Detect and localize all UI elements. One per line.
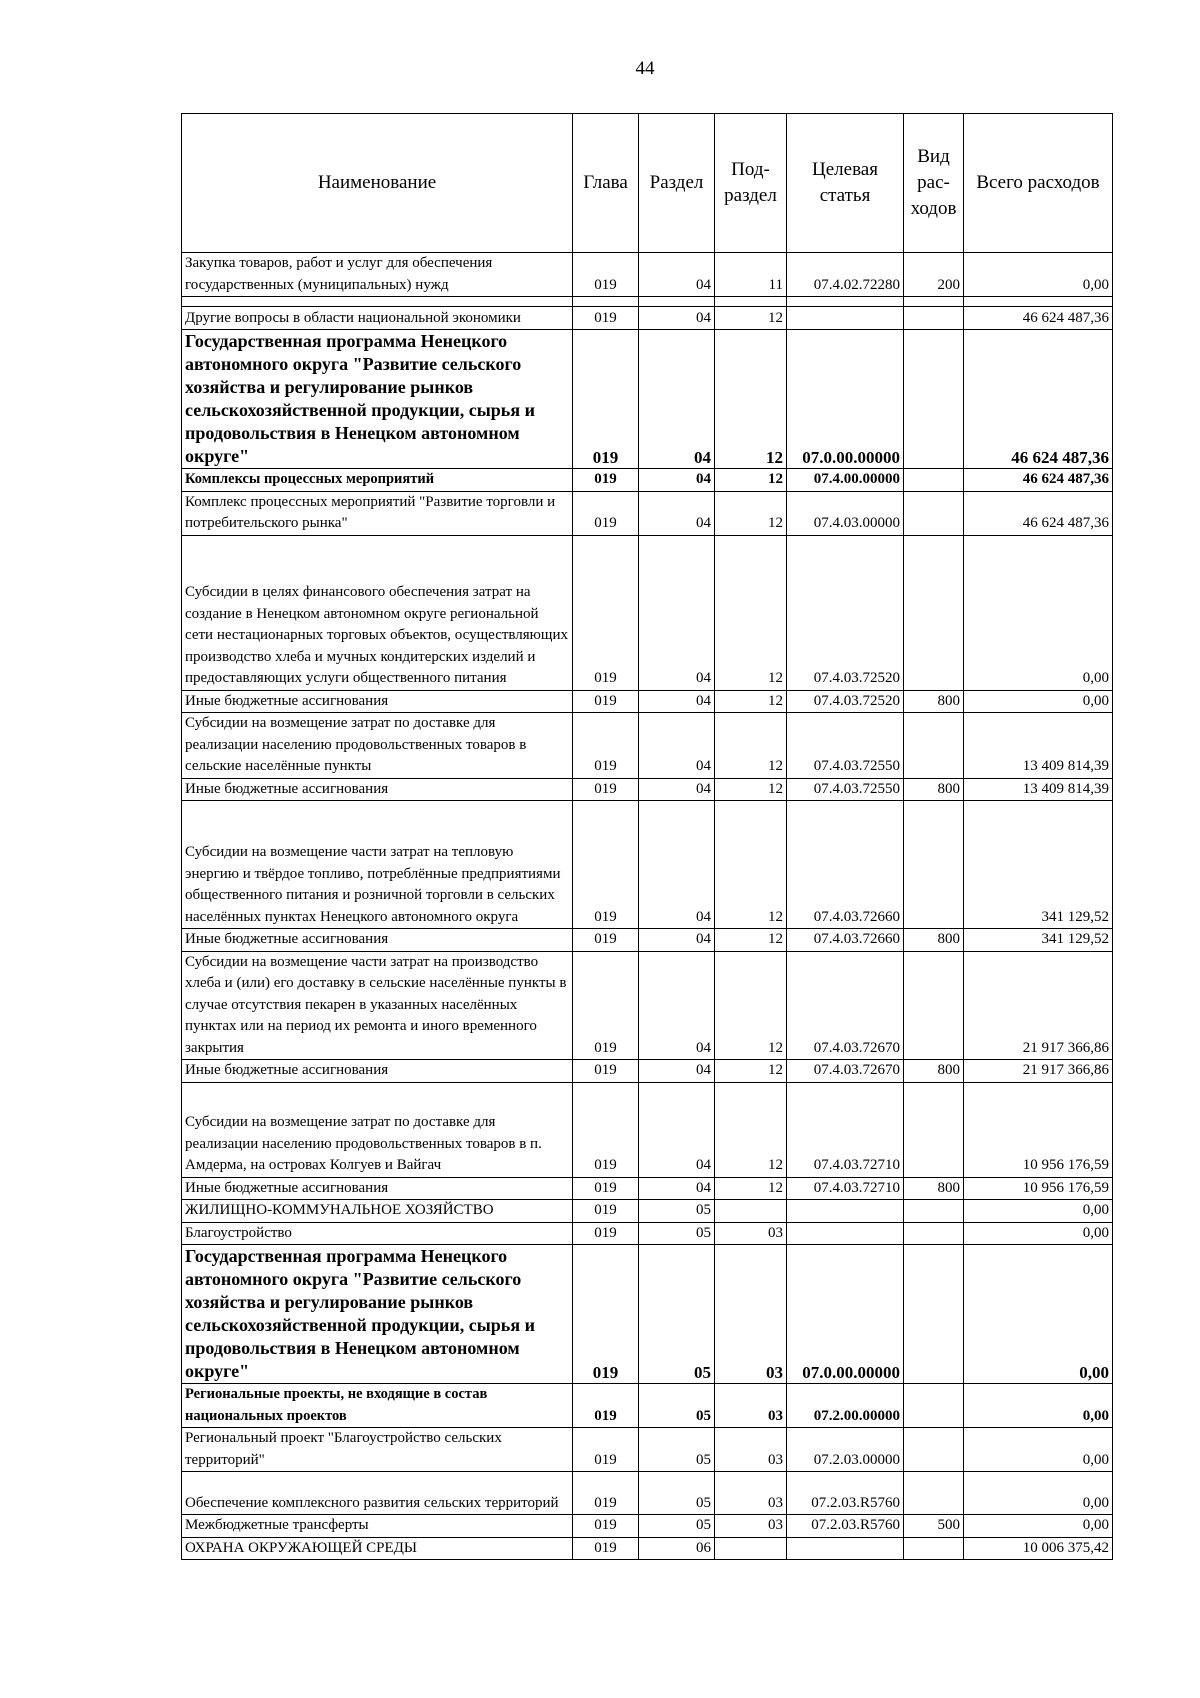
row-vid: 800	[904, 929, 964, 952]
row-celevaya	[787, 1222, 904, 1245]
row-celevaya: 07.4.03.72520	[787, 535, 904, 690]
row-celevaya: 07.4.03.72710	[787, 1177, 904, 1200]
row-total	[964, 297, 1113, 307]
row-celevaya: 07.4.03.72710	[787, 1082, 904, 1177]
row-celevaya: 07.4.03.72520	[787, 690, 904, 713]
row-podrazdel: 12	[715, 469, 787, 492]
table-row	[182, 469, 1113, 492]
row-razdel: 04	[639, 330, 715, 469]
row-celevaya: 07.4.03.72550	[787, 713, 904, 779]
row-vid	[904, 1082, 964, 1177]
row-celevaya: 07.4.00.00000	[787, 469, 904, 492]
row-podrazdel: 03	[715, 1428, 787, 1472]
row-name: Другие вопросы в области национальной экономики	[182, 307, 573, 330]
row-celevaya: 07.4.02.72280	[787, 253, 904, 297]
row-name	[182, 297, 573, 307]
row-podrazdel: 12	[715, 951, 787, 1060]
row-total: 0,00	[964, 690, 1113, 713]
row-razdel: 04	[639, 491, 715, 535]
table-row	[182, 1384, 1113, 1428]
row-name: Иные бюджетные ассигнования	[182, 1177, 573, 1200]
row-glava: 019	[573, 1245, 639, 1384]
row-razdel: 04	[639, 469, 715, 492]
row-name: Региональные проекты, не входящие в состав национальных проектов	[182, 1384, 573, 1428]
row-razdel: 04	[639, 1082, 715, 1177]
row-podrazdel	[715, 1537, 787, 1560]
row-podrazdel: 03	[715, 1222, 787, 1245]
row-glava: 019	[573, 1515, 639, 1538]
row-razdel: 04	[639, 801, 715, 929]
row-glava: 019	[573, 801, 639, 929]
row-name: Межбюджетные трансферты	[182, 1515, 573, 1538]
row-razdel	[639, 297, 715, 307]
row-glava: 019	[573, 307, 639, 330]
row-total: 0,00	[964, 1472, 1113, 1515]
row-vid	[904, 1200, 964, 1223]
row-total: 46 624 487,36	[964, 469, 1113, 492]
row-razdel: 04	[639, 713, 715, 779]
row-celevaya	[787, 1537, 904, 1560]
row-vid	[904, 535, 964, 690]
row-vid	[904, 1245, 964, 1384]
row-total: 10 956 176,59	[964, 1177, 1113, 1200]
row-glava: 019	[573, 1537, 639, 1560]
header-vid: Вид рас- ходов	[904, 114, 964, 253]
row-vid	[904, 1537, 964, 1560]
row-podrazdel: 12	[715, 1177, 787, 1200]
row-total: 0,00	[964, 535, 1113, 690]
row-total: 46 624 487,36	[964, 330, 1113, 469]
table-row	[182, 1428, 1113, 1472]
row-name: Иные бюджетные ассигнования	[182, 1060, 573, 1083]
header-razdel: Раздел	[639, 114, 715, 253]
row-total: 0,00	[964, 1245, 1113, 1384]
row-razdel: 05	[639, 1515, 715, 1538]
table-row	[182, 929, 1113, 952]
row-podrazdel: 12	[715, 690, 787, 713]
row-celevaya: 07.2.03.R5760	[787, 1515, 904, 1538]
row-total: 46 624 487,36	[964, 307, 1113, 330]
row-name: Государственная программа Ненецкого автономного округа "Развитие сельского хозяйства и регулирование рынков сельскохозяйственной продукции, сырья и продовольствия в Ненецком автономном округе"	[182, 330, 573, 469]
table-row	[182, 253, 1113, 297]
row-razdel: 04	[639, 1177, 715, 1200]
row-razdel: 04	[639, 951, 715, 1060]
row-podrazdel: 12	[715, 713, 787, 779]
row-razdel: 04	[639, 535, 715, 690]
row-vid: 800	[904, 1060, 964, 1083]
table-row	[182, 690, 1113, 713]
row-celevaya: 07.4.03.72670	[787, 1060, 904, 1083]
row-name: Субсидии на возмещение части затрат на производство хлеба и (или) его доставку в сельские населённые пункты в случае отсутствия пекарен в указанных населённых пунктах или на период их ремонта и иного временного закрытия	[182, 951, 573, 1060]
row-total: 341 129,52	[964, 929, 1113, 952]
row-razdel: 04	[639, 778, 715, 801]
row-vid	[904, 1222, 964, 1245]
table-row	[182, 1060, 1113, 1083]
row-podrazdel: 03	[715, 1384, 787, 1428]
row-podrazdel: 12	[715, 535, 787, 690]
table-row	[182, 1472, 1113, 1515]
row-vid	[904, 469, 964, 492]
row-total: 10 006 375,42	[964, 1537, 1113, 1560]
budget-table	[181, 113, 1113, 1560]
row-total: 0,00	[964, 1222, 1113, 1245]
header-name: Наименование	[182, 114, 573, 253]
row-podrazdel: 12	[715, 491, 787, 535]
row-celevaya	[787, 307, 904, 330]
row-celevaya	[787, 297, 904, 307]
row-celevaya	[787, 1200, 904, 1223]
row-glava: 019	[573, 778, 639, 801]
row-glava: 019	[573, 491, 639, 535]
row-name: Региональный проект "Благоустройство сельских территорий"	[182, 1428, 573, 1472]
row-glava: 019	[573, 929, 639, 952]
header-total: Всего расходов	[964, 114, 1113, 253]
row-celevaya: 07.4.03.00000	[787, 491, 904, 535]
row-vid	[904, 1384, 964, 1428]
row-name: ОХРАНА ОКРУЖАЮЩЕЙ СРЕДЫ	[182, 1537, 573, 1560]
row-celevaya: 07.0.00.00000	[787, 1245, 904, 1384]
row-celevaya: 07.2.00.00000	[787, 1384, 904, 1428]
header-celevaya: Целевая статья	[787, 114, 904, 253]
table-row	[182, 1222, 1113, 1245]
row-podrazdel	[715, 297, 787, 307]
table-row	[182, 1245, 1113, 1384]
row-podrazdel: 12	[715, 929, 787, 952]
row-total: 46 624 487,36	[964, 491, 1113, 535]
row-vid	[904, 307, 964, 330]
row-razdel: 04	[639, 1060, 715, 1083]
row-name: Субсидии в целях финансового обеспечения затрат на создание в Ненецком автономном округе региональной сети нестационарных торговых объектов, осуществляющих производство хлеба и мучных кондитерских изделий и предоставляющих услуги общественного питания	[182, 535, 573, 690]
row-glava: 019	[573, 1177, 639, 1200]
header-row	[182, 114, 1113, 253]
row-vid	[904, 297, 964, 307]
row-glava: 019	[573, 1472, 639, 1515]
row-vid: 800	[904, 1177, 964, 1200]
row-name: Субсидии на возмещение затрат по доставке для реализации населению продовольственных товаров в сельские населённые пункты	[182, 713, 573, 779]
row-total: 0,00	[964, 253, 1113, 297]
row-glava	[573, 297, 639, 307]
row-podrazdel: 03	[715, 1515, 787, 1538]
table-row	[182, 951, 1113, 1060]
row-podrazdel	[715, 1200, 787, 1223]
row-total: 0,00	[964, 1515, 1113, 1538]
row-name: Закупка товаров, работ и услуг для обеспечения государственных (муниципальных) нужд	[182, 253, 573, 297]
row-vid: 800	[904, 690, 964, 713]
row-celevaya: 07.2.03.00000	[787, 1428, 904, 1472]
table-row	[182, 535, 1113, 690]
row-glava: 019	[573, 690, 639, 713]
row-name: Обеспечение комплексного развития сельских территорий	[182, 1472, 573, 1515]
row-razdel: 04	[639, 253, 715, 297]
row-podrazdel: 12	[715, 1082, 787, 1177]
row-vid	[904, 1428, 964, 1472]
table-row	[182, 307, 1113, 330]
row-celevaya: 07.2.03.R5760	[787, 1472, 904, 1515]
row-name: Благоустройство	[182, 1222, 573, 1245]
row-celevaya: 07.0.00.00000	[787, 330, 904, 469]
row-podrazdel: 03	[715, 1245, 787, 1384]
row-celevaya: 07.4.03.72660	[787, 929, 904, 952]
table-row	[182, 1200, 1113, 1223]
row-glava: 019	[573, 253, 639, 297]
table-row	[182, 713, 1113, 779]
row-glava: 019	[573, 713, 639, 779]
row-vid: 800	[904, 778, 964, 801]
row-name: Комплекс процессных мероприятий "Развитие торговли и потребительского рынка"	[182, 491, 573, 535]
row-name: Комплексы процессных мероприятий	[182, 469, 573, 492]
row-glava: 019	[573, 1060, 639, 1083]
row-total: 0,00	[964, 1200, 1113, 1223]
table-row	[182, 491, 1113, 535]
row-total: 13 409 814,39	[964, 778, 1113, 801]
row-total: 21 917 366,86	[964, 951, 1113, 1060]
header-glava: Глава	[573, 114, 639, 253]
row-vid: 200	[904, 253, 964, 297]
row-glava: 019	[573, 1384, 639, 1428]
row-vid	[904, 491, 964, 535]
row-podrazdel: 12	[715, 307, 787, 330]
row-podrazdel: 03	[715, 1472, 787, 1515]
row-podrazdel: 12	[715, 1060, 787, 1083]
row-celevaya: 07.4.03.72550	[787, 778, 904, 801]
row-glava: 019	[573, 535, 639, 690]
row-razdel: 05	[639, 1428, 715, 1472]
row-glava: 019	[573, 330, 639, 469]
table-row	[182, 330, 1113, 469]
row-glava: 019	[573, 951, 639, 1060]
table-row	[182, 778, 1113, 801]
row-total: 10 956 176,59	[964, 1082, 1113, 1177]
table-row	[182, 297, 1113, 307]
row-razdel: 04	[639, 929, 715, 952]
row-podrazdel: 12	[715, 778, 787, 801]
table-row	[182, 1537, 1113, 1560]
row-podrazdel: 12	[715, 330, 787, 469]
row-razdel: 04	[639, 307, 715, 330]
row-celevaya: 07.4.03.72660	[787, 801, 904, 929]
row-glava: 019	[573, 1428, 639, 1472]
row-glava: 019	[573, 1082, 639, 1177]
table-row	[182, 1177, 1113, 1200]
row-celevaya: 07.4.03.72670	[787, 951, 904, 1060]
table-row	[182, 1082, 1113, 1177]
header-podrazdel: Под- раздел	[715, 114, 787, 253]
row-razdel: 05	[639, 1245, 715, 1384]
row-total: 0,00	[964, 1384, 1113, 1428]
row-name: Субсидии на возмещение части затрат на тепловую энергию и твёрдое топливо, потреблённые предприятиями общественного питания и розничной торговли в сельских населённых пунктах Ненецкого автономного округа	[182, 801, 573, 929]
row-podrazdel: 11	[715, 253, 787, 297]
row-razdel: 04	[639, 690, 715, 713]
row-glava: 019	[573, 469, 639, 492]
row-total: 0,00	[964, 1428, 1113, 1472]
row-total: 21 917 366,86	[964, 1060, 1113, 1083]
row-vid	[904, 801, 964, 929]
table-row	[182, 1515, 1113, 1538]
row-razdel: 05	[639, 1200, 715, 1223]
row-vid	[904, 951, 964, 1060]
row-vid	[904, 1472, 964, 1515]
row-razdel: 06	[639, 1537, 715, 1560]
row-name: Иные бюджетные ассигнования	[182, 690, 573, 713]
row-razdel: 05	[639, 1472, 715, 1515]
row-name: Иные бюджетные ассигнования	[182, 778, 573, 801]
row-razdel: 05	[639, 1222, 715, 1245]
row-name: Субсидии на возмещение затрат по доставке для реализации населению продовольственных товаров в п. Амдерма, на островах Колгуев и Вайгач	[182, 1082, 573, 1177]
row-vid	[904, 713, 964, 779]
row-podrazdel: 12	[715, 801, 787, 929]
row-razdel: 05	[639, 1384, 715, 1428]
row-total: 341 129,52	[964, 801, 1113, 929]
row-vid	[904, 330, 964, 469]
row-total: 13 409 814,39	[964, 713, 1113, 779]
row-glava: 019	[573, 1200, 639, 1223]
row-name: Иные бюджетные ассигнования	[182, 929, 573, 952]
table-row	[182, 801, 1113, 929]
row-name: Государственная программа Ненецкого автономного округа "Развитие сельского хозяйства и регулирование рынков сельскохозяйственной продукции, сырья и продовольствия в Ненецком автономном округе"	[182, 1245, 573, 1384]
page-number: 44	[635, 58, 655, 79]
row-glava: 019	[573, 1222, 639, 1245]
row-name: ЖИЛИЩНО-КОММУНАЛЬНОЕ ХОЗЯЙСТВО	[182, 1200, 573, 1223]
row-vid: 500	[904, 1515, 964, 1538]
